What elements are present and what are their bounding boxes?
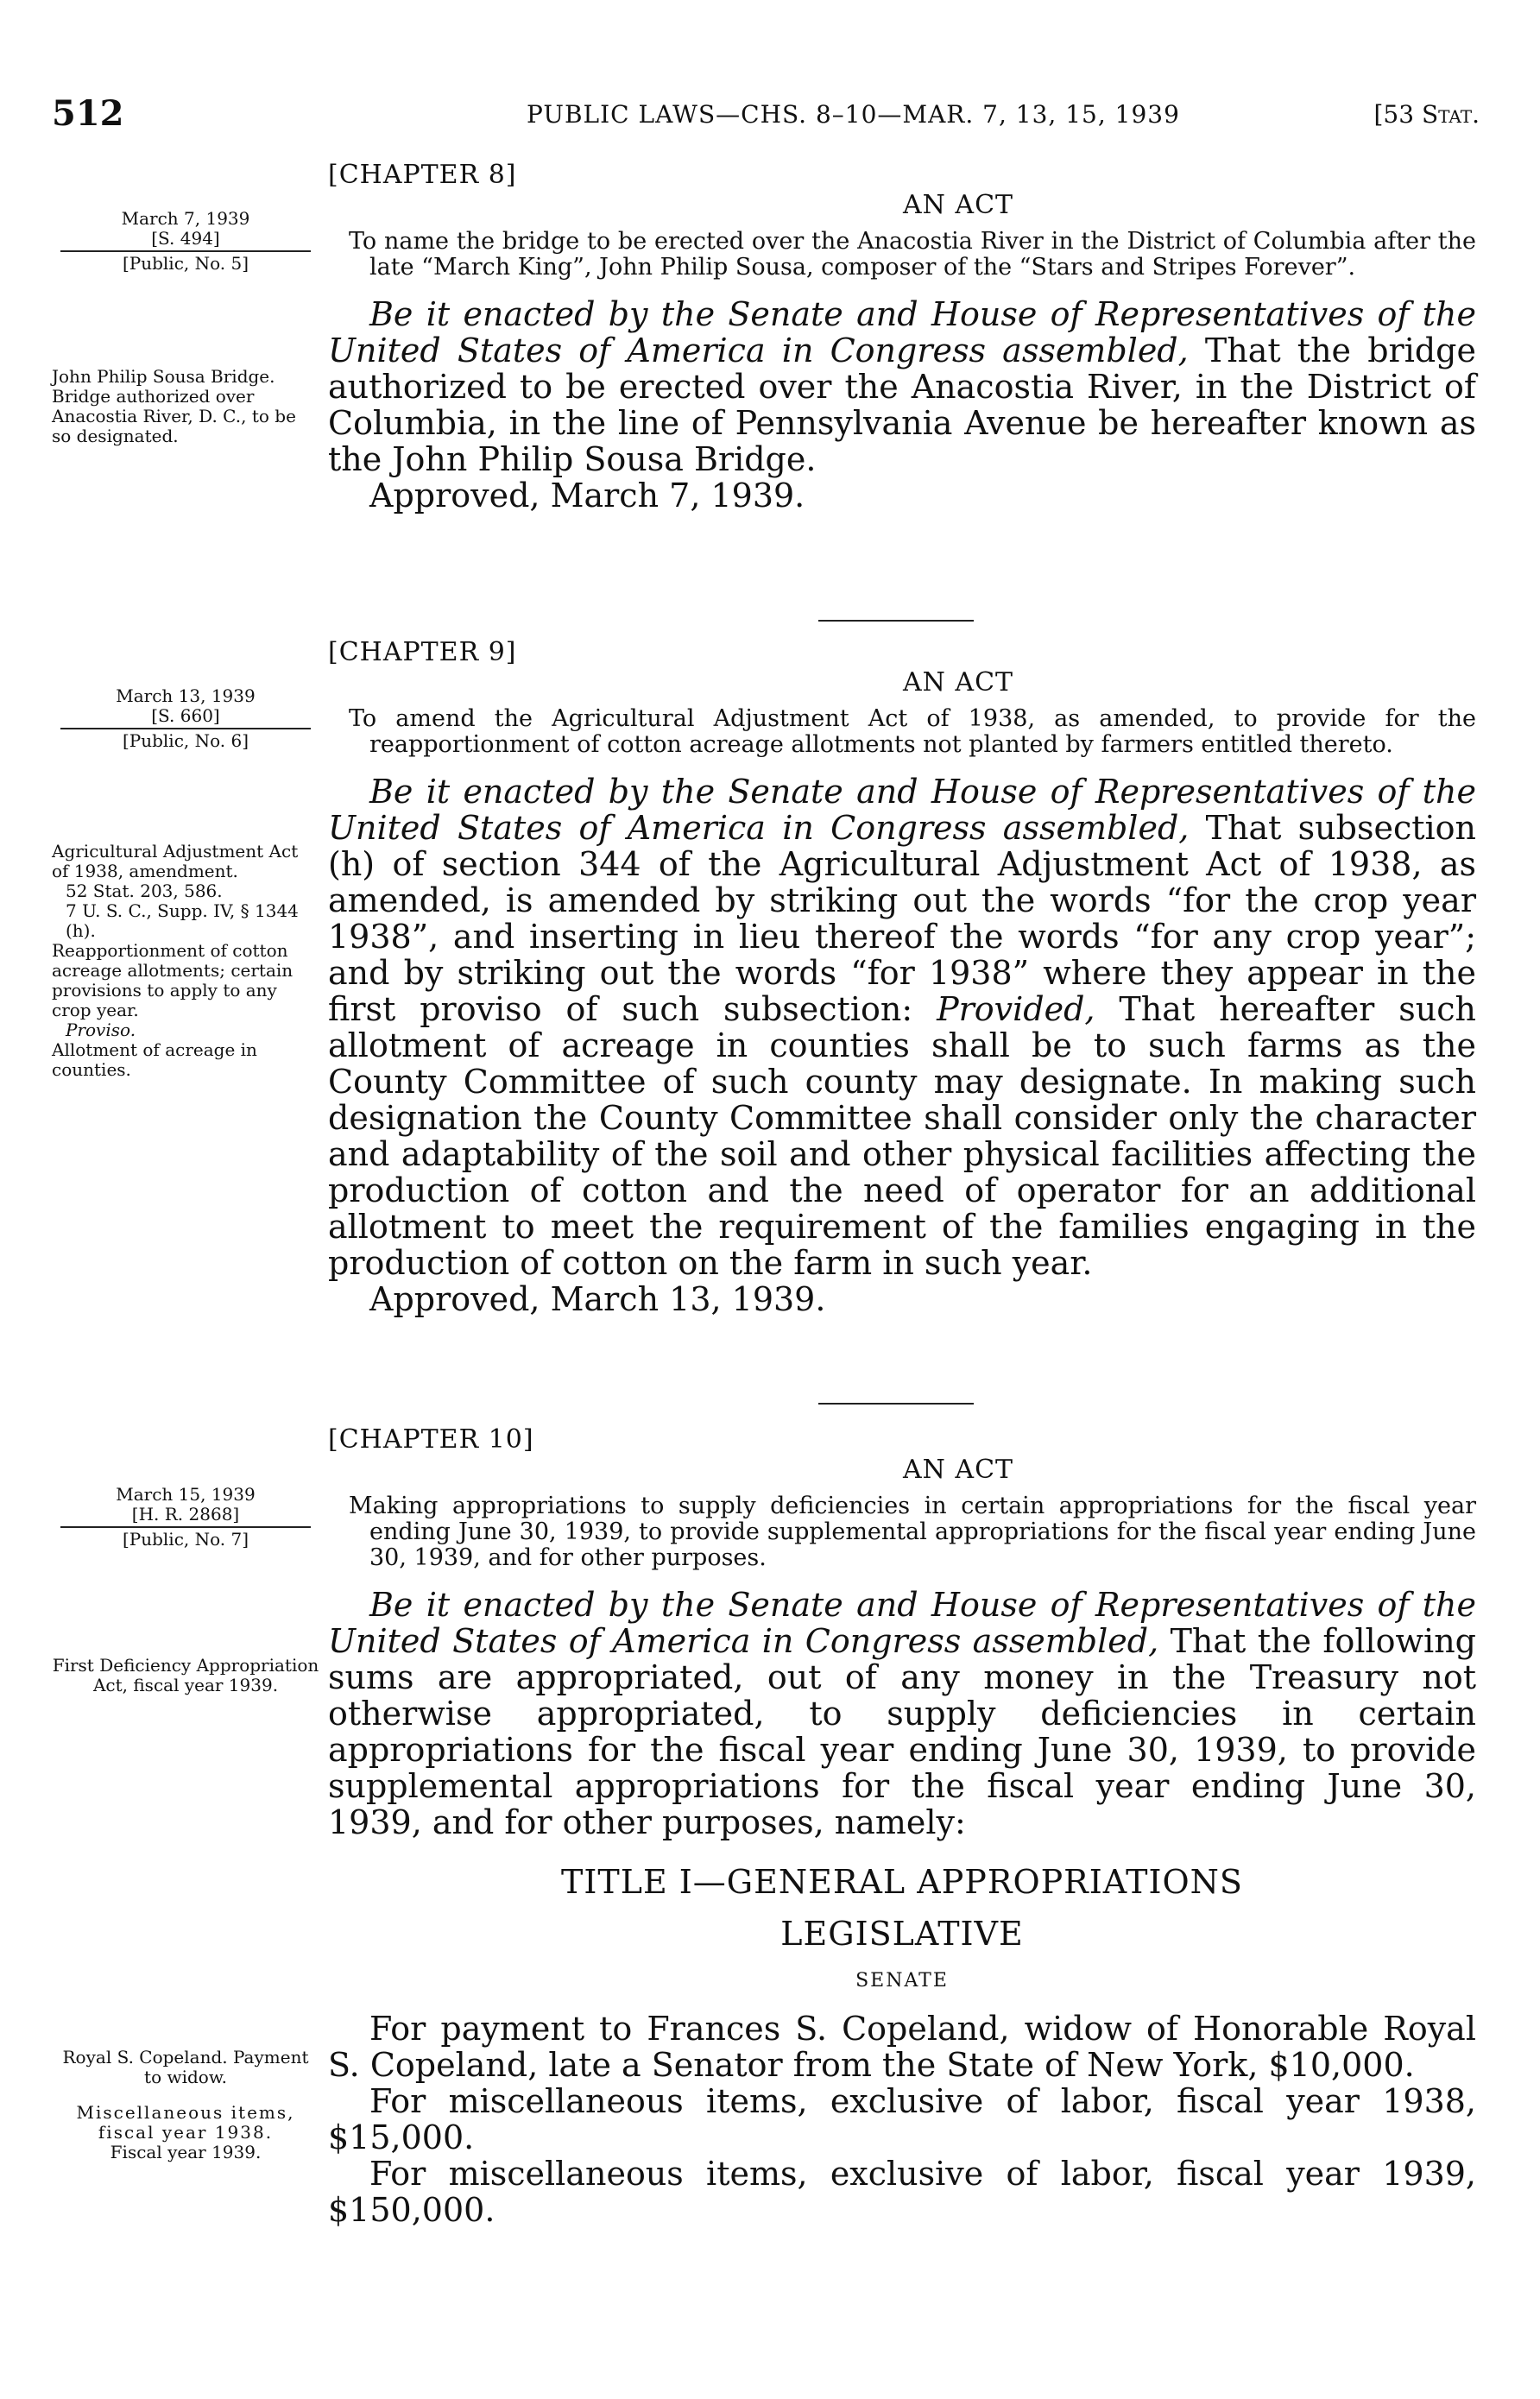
ch9-enacting-clause: Be it enacted by the Senate and House of Representatives of the United States of America in Congress assembled, [328, 773, 1476, 847]
ch9-margin-note-3: 7 U. S. C., Supp. IV, § 1344 (h). [66, 900, 299, 941]
ch9-margin-date: March 13, 1939 [116, 685, 256, 706]
ch10-margin-bill: [H. R. 2868] [131, 1504, 240, 1525]
volume-number: [53 [1373, 100, 1415, 129]
ch8-block [328, 160, 1476, 514]
ch9-approved: Approved, March 13, 1939. [369, 1280, 826, 1318]
ch10-chapter-heading: [CHAPTER 10] [328, 1424, 534, 1455]
ch10-an-act: AN ACT [902, 1455, 1014, 1485]
ch10-margin-note-2: Royal S. Copeland. Payment to widow. [62, 2047, 309, 2087]
ch9-margin-notes [52, 842, 319, 1080]
ch9-enacting-text-1: That subsection (h) of section 344 of the Agricultural Adjustment Act of 1938, as amended, is amended by striking out the words “for the crop year 1938”, and inserting in lieu thereof the words “for any crop year”; and by striking out the words “for 1938” where they appear in the first proviso of such subsection: [328, 809, 1476, 1028]
ch10-margin-note-1-wrap [52, 1656, 319, 1695]
ch10-margin-rule [60, 1526, 311, 1528]
ch8-divider [818, 620, 974, 622]
ch9-act-title: To amend the Agricultural Adjustment Act of 1938, as amended, to provide for the reapportionment of cotton acreage allotments not planted by farmers entitled thereto. [349, 705, 1476, 758]
ch8-margin-note-2: Bridge authorized over Anacostia River, D. C., to be so designated. [52, 386, 296, 446]
volume-stat: Stat. [1421, 100, 1480, 129]
ch10-paragraph-fy1939: For miscellaneous items, exclusive of labor, fiscal year 1939, $150,000. [328, 2155, 1476, 2229]
ch8-margin-bill: [S. 494] [151, 228, 220, 249]
ch10-paragraph-copeland: For payment to Frances S. Copeland, widow of Honorable Royal S. Copeland, late a Senator from the State of New York, $10,000. [328, 2010, 1476, 2084]
ch9-margin-bill: [S. 660] [151, 705, 220, 726]
ch9-margin-note-2: 52 Stat. 203, 586. [66, 881, 223, 901]
running-head-title: PUBLIC LAWS—CHS. 8–10—MAR. 7, 13, 15, 1939 [527, 100, 1180, 129]
ch9-provided: Provided, [937, 990, 1095, 1028]
ch10-act-title: Making appropriations to supply deficiencies in certain appropriations for the fiscal year ending June 30, 1939, to provide supplemental appropriations for the fiscal year ending June 30, 1939, and for other purposes. [349, 1493, 1476, 1571]
ch10-margin-date: March 15, 1939 [116, 1484, 256, 1505]
running-head [52, 93, 1488, 136]
ch10-margin-citation [52, 1485, 319, 1550]
title-i-heading: TITLE I—GENERAL APPROPRIATIONS [561, 1863, 1243, 1901]
ch10-margin-note-3: Miscellaneous items, fiscal year 1938. [76, 2102, 295, 2143]
ch9-margin-note-1: Agricultural Adjustment Act of 1938, amendment. [52, 841, 299, 881]
ch8-chapter-heading: [CHAPTER 8] [328, 160, 517, 190]
ch9-divider [818, 1403, 974, 1405]
ch8-an-act: AN ACT [902, 190, 1014, 220]
ch8-enacting-paragraph [328, 296, 1476, 477]
ch9-margin-note-6: Allotment of acreage in counties. [52, 1039, 257, 1080]
ch8-margin-note-1: John Philip Sousa Bridge. [52, 366, 275, 387]
page-number: 512 [52, 93, 124, 134]
ch9-enacting-text-2: That hereafter such allotment of acreage in counties shall be to such farms as the County Committee of such county may designate. In making such designation the County Committee shall consider only the character and adaptability of the soil and other physical facilities affecting the production of cotton and the need of operator for an additional allotment to meet the requirement of the families engaging in the production of cotton on the farm in such year. [328, 990, 1476, 1282]
ch9-chapter-heading: [CHAPTER 9] [328, 637, 517, 667]
ch8-margin-notes [52, 367, 319, 446]
ch10-block [328, 1424, 1476, 2228]
ch9-margin-rule [60, 728, 311, 729]
ch10-margin-notes [52, 2048, 319, 2162]
ch8-margin-citation [52, 209, 319, 274]
ch9-margin-public: [Public, No. 6] [122, 730, 249, 751]
volume-reference [1374, 100, 1480, 129]
ch9-an-act: AN ACT [902, 667, 1014, 698]
legislative-heading: LEGISLATIVE [780, 1915, 1024, 1953]
ch10-enacting-paragraph [328, 1587, 1476, 1840]
ch9-margin-note-5: Proviso. [66, 1020, 136, 1040]
ch10-enacting-clause: Be it enacted by the Senate and House of Representatives of the United States of America in Congress assembled, [328, 1586, 1476, 1660]
ch8-margin-rule [60, 250, 311, 252]
ch8-approved: Approved, March 7, 1939. [369, 477, 805, 515]
ch10-margin-note-1: First Deficiency Appropriation Act, fiscal year 1939. [52, 1655, 319, 1695]
ch9-block [328, 637, 1476, 1317]
ch10-margin-public: [Public, No. 7] [122, 1529, 249, 1550]
senate-heading: SENATE [855, 1970, 949, 1992]
ch8-enacting-clause: Be it enacted by the Senate and House of Representatives of the United States of America in Congress assembled, [328, 295, 1476, 369]
ch10-enacting-text: That the following sums are appropriated, out of any money in the Treasury not otherwise appropriated, to supply deficiencies in certain appropriations for the fiscal year ending June 30, 1939, to provide supplemental appropriations for the fiscal year ending June 30, 1939, and for other purposes, namely: [328, 1622, 1476, 1841]
ch10-paragraph-fy1938: For miscellaneous items, exclusive of labor, fiscal year 1938, $15,000. [328, 2082, 1476, 2156]
ch10-margin-note-4: Fiscal year 1939. [110, 2142, 262, 2162]
ch8-enacting-text: That the bridge authorized to be erected over the Anacostia River, in the District of Columbia, in the line of Pennsylvania Avenue be hereafter known as the John Philip Sousa Bridge. [328, 331, 1476, 478]
ch8-margin-public: [Public, No. 5] [122, 253, 249, 274]
ch9-enacting-paragraph [328, 773, 1476, 1281]
ch9-margin-citation [52, 686, 319, 751]
ch8-margin-date: March 7, 1939 [121, 208, 250, 229]
ch8-act-title: To name the bridge to be erected over the Anacostia River in the District of Columbia after the late “March King”, John Philip Sousa, composer of the “Stars and Stripes Forever”. [349, 228, 1476, 281]
ch9-margin-note-4: Reapportionment of cotton acreage allotments; certain provisions to apply to any crop year. [52, 940, 293, 1020]
